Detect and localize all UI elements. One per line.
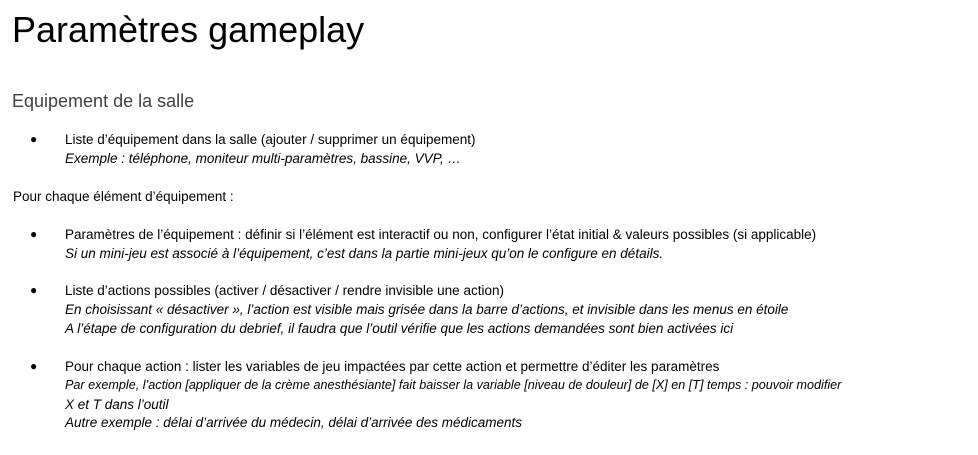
bullet-icon: ● xyxy=(30,283,38,297)
list-item-note: Si un mini-jeu est associé à l’équipement, c’est dans la partie mini-jeux qu’on le configure en détails. xyxy=(65,246,664,261)
list-item-note: Exemple : téléphone, moniteur multi-paramètres, bassine, VVP, … xyxy=(65,151,461,166)
list-item-note: X et T dans l’outil xyxy=(65,397,169,412)
bullet-icon: ● xyxy=(30,359,38,373)
list-item: Pour chaque action : lister les variables de jeu impactées par cette action et permettre d’éditer les paramètres xyxy=(65,359,720,374)
list-item: Liste d’équipement dans la salle (ajouter / supprimer un équipement) xyxy=(65,132,476,147)
section-heading: Equipement de la salle xyxy=(12,91,195,111)
list-item: Paramètres de l’équipement : définir si l’élément est interactif ou non, configurer l’état initial & valeurs possibles (si applicable) xyxy=(65,227,817,242)
bullet-icon: ● xyxy=(30,132,38,146)
list-item-note: En choisissant « désactiver », l’action est visible mais grisée dans la barre d’actions, et invisible dans les menus en étoile xyxy=(65,302,789,317)
intro-text: Pour chaque élément d’équipement : xyxy=(13,189,234,204)
bullet-icon: ● xyxy=(30,227,38,241)
list-item: Liste d’actions possibles (activer / désactiver / rendre invisible une action) xyxy=(65,283,504,298)
page-title: Paramètres gameplay xyxy=(12,9,365,50)
list-item-note: A l’étape de configuration du debrief, il faudra que l’outil vérifie que les actions demandées sont bien activées ici xyxy=(65,321,734,336)
list-item-note: Autre exemple : délai d’arrivée du médecin, délai d’arrivée des médicaments xyxy=(65,415,522,430)
list-item-note: Par exemple, l’action [appliquer de la crème anesthésiante] fait baisser la variable [niveau de douleur] de [X] en [T] temps : pouvoir modifier xyxy=(65,378,842,392)
